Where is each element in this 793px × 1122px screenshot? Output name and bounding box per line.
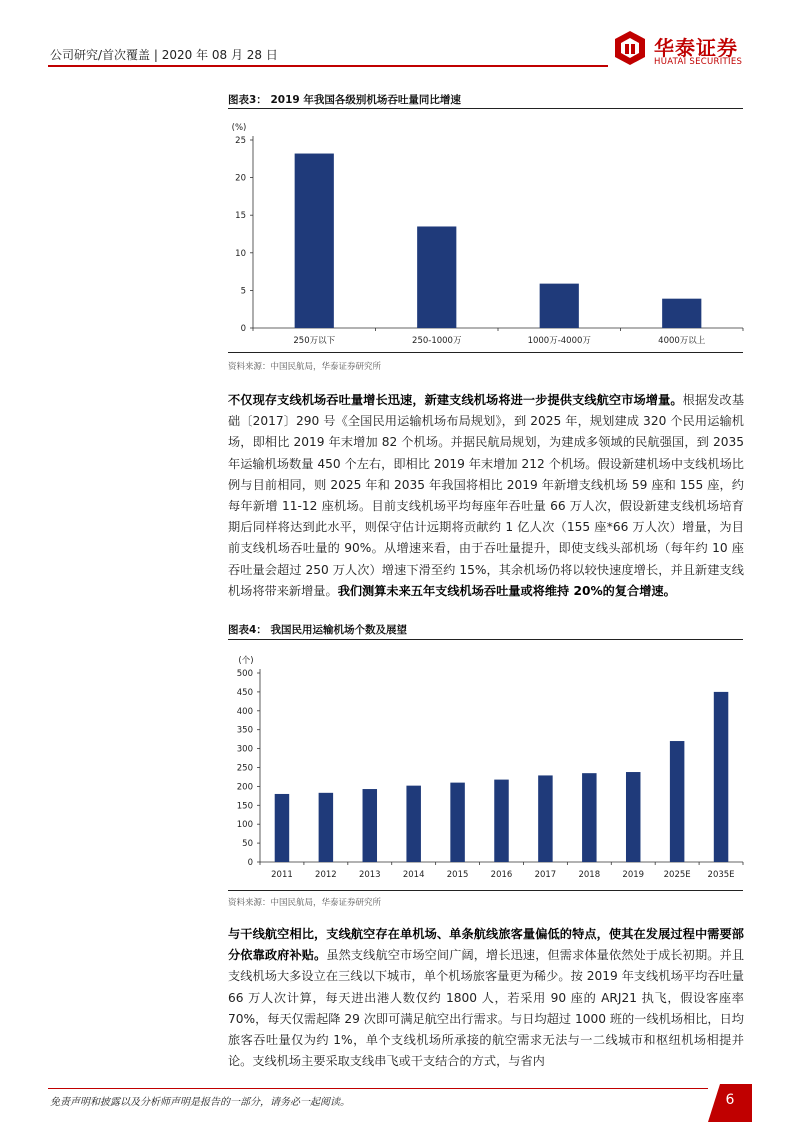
figure3-title-rule [228, 108, 743, 109]
bar-2013 [363, 789, 377, 862]
footer-divider [48, 1088, 708, 1089]
x-tick-label: 2035E [707, 870, 735, 880]
x-tick-label: 2015 [446, 870, 469, 880]
bar-250万以下 [295, 154, 334, 328]
paragraph-new-airports-lead: 不仅现存支线机场吞吐量增长迅速，新建支线机场将进一步提供支线航空市场增量。 [228, 393, 683, 407]
page-number-block [708, 1084, 752, 1122]
bar-2014 [406, 786, 420, 862]
y-tick-label: 500 [236, 669, 253, 679]
y-tick-label: 0 [240, 324, 246, 334]
x-tick-label: 2016 [490, 870, 513, 880]
y-tick-label: 450 [236, 687, 253, 698]
page-number: 6 [725, 1092, 735, 1108]
figure4-source: 资料来源：中国民航局，华泰证券研究所 [228, 898, 382, 908]
figure3-title: 图表3： 2019 年我国各级别机场吞吐量同比增速 [228, 94, 461, 106]
x-tick-label: 250-1000万 [412, 336, 462, 346]
huatai-logo [614, 30, 754, 74]
bar-2011 [275, 794, 289, 862]
figure4-bar-chart [228, 641, 748, 888]
paragraph-new-airports-conclusion: 我们测算未来五年支线机场吞吐量或将维持 20%的复合增速。 [337, 583, 676, 598]
bar-2017 [538, 775, 552, 862]
y-tick-label: 400 [236, 706, 253, 717]
x-tick-label: 2013 [358, 870, 381, 880]
x-tick-label: 4000万以上 [658, 336, 706, 346]
bar-2035E [714, 692, 728, 862]
bar-4000万以上 [662, 299, 701, 328]
bar-1000万-4000万 [540, 284, 579, 328]
y-tick-label: 150 [236, 801, 253, 812]
x-tick-label: 250万以下 [293, 336, 336, 346]
footer-disclaimer: 免责声明和披露以及分析师声明是报告的一部分，请务必一起阅读。 [50, 1097, 350, 1108]
y-tick-label: 0 [247, 858, 253, 868]
figure3-source: 资料来源：中国民航局，华泰证券研究所 [228, 362, 382, 372]
figure4-title: 图表4： 我国民用运输机场个数及展望 [228, 624, 407, 636]
x-tick-label: 1000万-4000万 [527, 336, 591, 346]
bar-2025E [670, 741, 684, 862]
y-tick-label: 250 [236, 763, 253, 774]
figure4-bottom-rule [228, 890, 743, 891]
paragraph-subsidy [228, 924, 744, 1072]
logo-subtext: HUATAI SECURITIES [654, 57, 743, 67]
paragraph-new-airports-body: 根据发改基础〔2017〕290 号《全国民用运输机场布局规划》，到 2025 年，规划建成 320 个民用运输机场，即相比 2019 年末增加 82 个机场。并据民航局规划，为建成多领域的民航强国，到 2035 年运输机场数量 450 个左右，即相比 2019 年末增加 212 个机场。假设新建机场中支线机场比例与目前相同，则 2025 年和 2035 年我国将相比 2019 年新增支线机场 59 座和 155 座，约每年新增 11-12 座机场。目前支线机场平均每座年吞吐量 66 万人次，假设新建支线机场培育期后同样将达到此水平，则保守估计远期将贡献约 1 亿人次（155 座*66 万人次）增量，为目前支线机场吞吐量的 90%。从增速来看，由于吞吐量提升，即使支线头部机场（每年约 10 座吞吐量会超过 250 万人次）增速下滑至约 15%，其余机场仍将以较快速度增长，并且新建支线机场将带来新增量。 [228, 393, 745, 598]
y-tick-label: 15 [235, 211, 246, 222]
x-tick-label: 2025E [663, 870, 691, 880]
report-header-text: 公司研究/首次覆盖 | 2020 年 08 月 28 日 [50, 48, 278, 62]
y-tick-label: 100 [236, 820, 253, 831]
figure4-title-rule [228, 639, 743, 640]
y-tick-label: 200 [236, 782, 253, 793]
paragraph-new-airports [228, 390, 744, 602]
x-tick-label: 2018 [578, 870, 601, 880]
figure3-bottom-rule [228, 352, 743, 353]
y-tick-label: 20 [235, 173, 246, 184]
bar-250-1000万 [417, 226, 456, 328]
y-axis-unit-label: (个) [238, 656, 254, 666]
figure3-bar-chart [228, 110, 748, 350]
bar-2019 [626, 772, 640, 862]
x-tick-label: 2017 [534, 870, 557, 880]
y-tick-label: 350 [236, 725, 253, 736]
y-tick-label: 10 [235, 248, 246, 259]
bar-2018 [582, 773, 596, 862]
header-divider [48, 65, 608, 67]
y-tick-label: 25 [235, 136, 246, 146]
x-tick-label: 2014 [402, 870, 425, 880]
y-tick-label: 5 [240, 286, 246, 297]
bar-2012 [319, 793, 333, 862]
y-tick-label: 300 [236, 744, 253, 755]
paragraph-subsidy-body: 虽然支线航空市场空间广阔，增长迅速，但需求体量依然处于成长初期。并且支线机场大多设立在三线以下城市，单个机场旅客量更为稀少。按 2019 年支线机场平均吞吐量 66 万人次计算，每天进出港人数仅约 1800 人，若采用 90 座的 ARJ21 执飞，假设客座率 70%，每天仅需起降 29 次即可满足航空出行需求。与日均超过 1000 班的一线机场相比，日均旅客吞吐量仅为约 1%，单个支线机场所承接的航空需求无法与一二线城市和枢纽机场相提并论。支线机场主要采取支线串飞或干支结合的方式，与省内 [228, 948, 745, 1069]
x-tick-label: 2011 [271, 870, 293, 880]
y-tick-label: 50 [242, 839, 253, 850]
x-tick-label: 2012 [315, 870, 337, 880]
bar-2016 [494, 780, 508, 862]
logo-mark-icon [614, 30, 646, 66]
x-tick-label: 2019 [622, 870, 645, 880]
y-axis-unit-label: (%) [231, 123, 247, 133]
paragraph-subsidy-lead: 与干线航空相比，支线航空存在单机场、单条航线旅客量偏低的特点，使其在发展过程中需要部分依靠政府补贴。 [228, 927, 744, 963]
logo-text: 华泰证券 [654, 36, 738, 60]
bar-2015 [450, 783, 464, 862]
